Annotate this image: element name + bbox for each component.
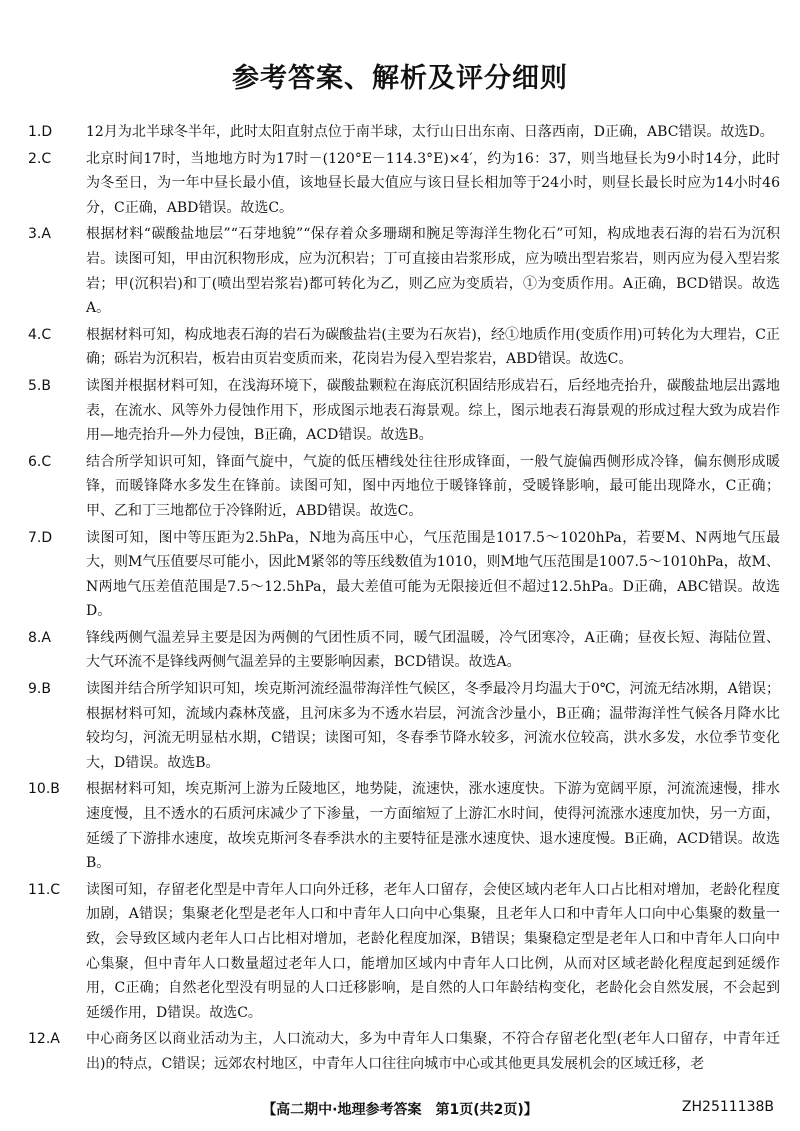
answer-list: [28, 120, 780, 1079]
answer-explanation: 读图并结合所学知识可知，埃克斯河流经温带海洋性气候区，冬季最冷月均温大于0℃，河流无结冰期，A错误；根据材料可知，流域内森林茂盛，且河床多为不透水岩层，河流含沙量小，B正确；温带海洋性气候各月降水比较均匀，河流无明显枯水期，C错误；读图可知，冬春季节降水较多，河流水位较高，洪水多发，水位季节变化大，D错误。故选B。: [86, 681, 780, 771]
answer-number: 12.A: [28, 1031, 60, 1048]
answer-explanation: 根据材料“碳酸盐地层”“石芽地貌”“保存着众多珊瑚和腕足等海洋生物化石”可知，构成地表石海的岩石为沉积岩。读图可知，甲由沉积物形成，应为沉积岩；丁可直接由岩浆形成，应为喷出型岩浆岩，则丙应为侵入型岩浆岩；甲(沉积岩)和丁(喷出型岩浆岩)都可转化为乙，则乙应为变质岩，①为变质作用。A正确，BCD错误。故选A。: [86, 226, 780, 317]
answer-explanation: 北京时间17时，当地地方时为17时－(120°E－114.3°E)×4′，约为16：37，则当地昼长为9小时14分，此时为冬至日，为一年中昼长最小值，该地昼长最大值应与该日昼长相加等于24小时，则昼长最长时应为14小时46分，C正确，ABD错误。故选C。: [86, 150, 780, 216]
answer-number: 1.D: [28, 124, 53, 140]
answer-number: 2.C: [28, 150, 52, 167]
answer-number: 9.B: [28, 681, 51, 698]
answer-item: [28, 450, 780, 524]
page-footer: [0, 1099, 800, 1123]
answer-explanation: 读图可知，存留老化型是中青年人口向外迁移，老年人口留存，会使区域内老年人口占比相对增加，老龄化程度加剧，A错误；集聚老化型是老年人口和中青年人口向中心集聚，且老年人口和中青年人口向中心集聚的数量一致，会导致区域内老年人口占比相对增加，老龄化程度加深，B错误；集聚稳定型是老年人口和中青年人口向中心集聚，但中青年人口数量超过老年人口，能增加区域内中青年人口比例，从而对区域老龄化程度起到延缓作用，C正确；自然老化型没有明显的人口迁移影响，是自然的人口年龄结构变化，老龄化会自然发展，不会起到延缓作用，D错误。故选C。: [86, 881, 780, 1021]
answer-number: 5.B: [28, 377, 51, 394]
answer-number: 10.B: [28, 781, 60, 798]
answer-item: [28, 677, 780, 775]
answer-explanation: 12月为北半球冬半年，此时太阳直射点位于南半球，太行山日出东南、日落西南，D正确，ABC错误。故选D。: [86, 124, 774, 140]
answer-number: 3.A: [28, 226, 51, 243]
answer-item: [28, 147, 780, 221]
answer-item: [28, 222, 780, 320]
answer-explanation: 根据材料可知，埃克斯河上游为丘陵地区，地势陡，流速快，涨水速度快。下游为宽阔平原，河流流速慢，排水速度慢，且不透水的石质河床减少了下渗量，一方面缩短了上游汇水时间，使得河流涨水速度加快，另一方面，延缓了下游排水速度，故埃克斯河冬春季洪水的主要特征是涨水速度快、退水速度慢。B正确，ACD错误。故选B。: [86, 781, 780, 872]
answer-number: 11.C: [28, 881, 61, 898]
answer-item: [28, 878, 780, 1026]
answer-item: [28, 626, 780, 675]
answer-number: 6.C: [28, 453, 52, 470]
answer-explanation: 结合所学知识可知，锋面气旋中，气旋的低压槽线处往往形成锋面，一般气旋偏西侧形成冷锋，偏东侧形成暖锋，而暖锋降水多发生在锋前。读图可知，图中丙地位于暖锋锋前，受暖锋影响，最可能出现降水，C正确；甲、乙和丁三地都位于冷锋附近，ABD错误。故选C。: [86, 453, 780, 519]
footer-label: 【高二期中·地理参考答案 第1页(共2页)】: [262, 1102, 538, 1118]
answer-item: [28, 120, 780, 145]
answer-item: [28, 777, 780, 875]
footer-code: ZH2511138B: [681, 1099, 774, 1115]
answer-item: [28, 526, 780, 624]
answer-explanation: 中心商务区以商业活动为主，人口流动大，多为中青年人口集聚，不符合存留老化型(老年人口留存，中青年迁出)的特点，C错误；远郊农村地区，中青年人口往往向城市中心或其他更具发展机会的区域迁移，老: [86, 1031, 780, 1072]
answer-number: 4.C: [28, 326, 52, 343]
answer-explanation: 根据材料可知，构成地表石海的岩石为碳酸盐岩(主要为石灰岩)，经①地质作用(变质作用)可转化为大理岩，C正确；砾岩为沉积岩，板岩由页岩变质而来，花岗岩为侵入型岩浆岩，ABD错误。故选C。: [86, 326, 780, 368]
answer-item: [28, 1027, 780, 1076]
answer-item: [28, 374, 780, 448]
answer-item: [28, 323, 780, 372]
page-title: 参考答案、解析及评分细则: [232, 63, 568, 94]
answer-explanation: 读图并根据材料可知，在浅海环境下，碳酸盐颗粒在海底沉积固结形成岩石，后经地壳抬升，碳酸盐地层出露地表，在流水、风等外力侵蚀作用下，形成图示地表石海景观。综上，图示地表石海景观的形成过程大致为成岩作用—地壳抬升—外力侵蚀，B正确，ACD错误。故选B。: [86, 377, 780, 444]
answer-number: 8.A: [28, 629, 51, 646]
answer-explanation: 锋线两侧气温差异主要是因为两侧的气团性质不同，暖气团温暖，冷气团寒冷，A正确；昼夜长短、海陆位置、大气环流不是锋线两侧气温差异的主要影响因素，BCD错误。故选A。: [86, 629, 780, 671]
answer-explanation: 读图可知，图中等压距为2.5hPa，N地为高压中心，气压范围是1017.5～1020hPa，若要M、N两地气压最大，则M气压值要尽可能小，因此M紧邻的等压线数值为1010，则M地气压范围是1007.5～1010hPa，故M、N两地气压差值范围是7.5～12.5hPa，最大差值可能为无限接近但不超过12.5hPa。D正确，ABC错误。故选D。: [86, 529, 780, 620]
answer-number: 7.D: [28, 529, 53, 546]
